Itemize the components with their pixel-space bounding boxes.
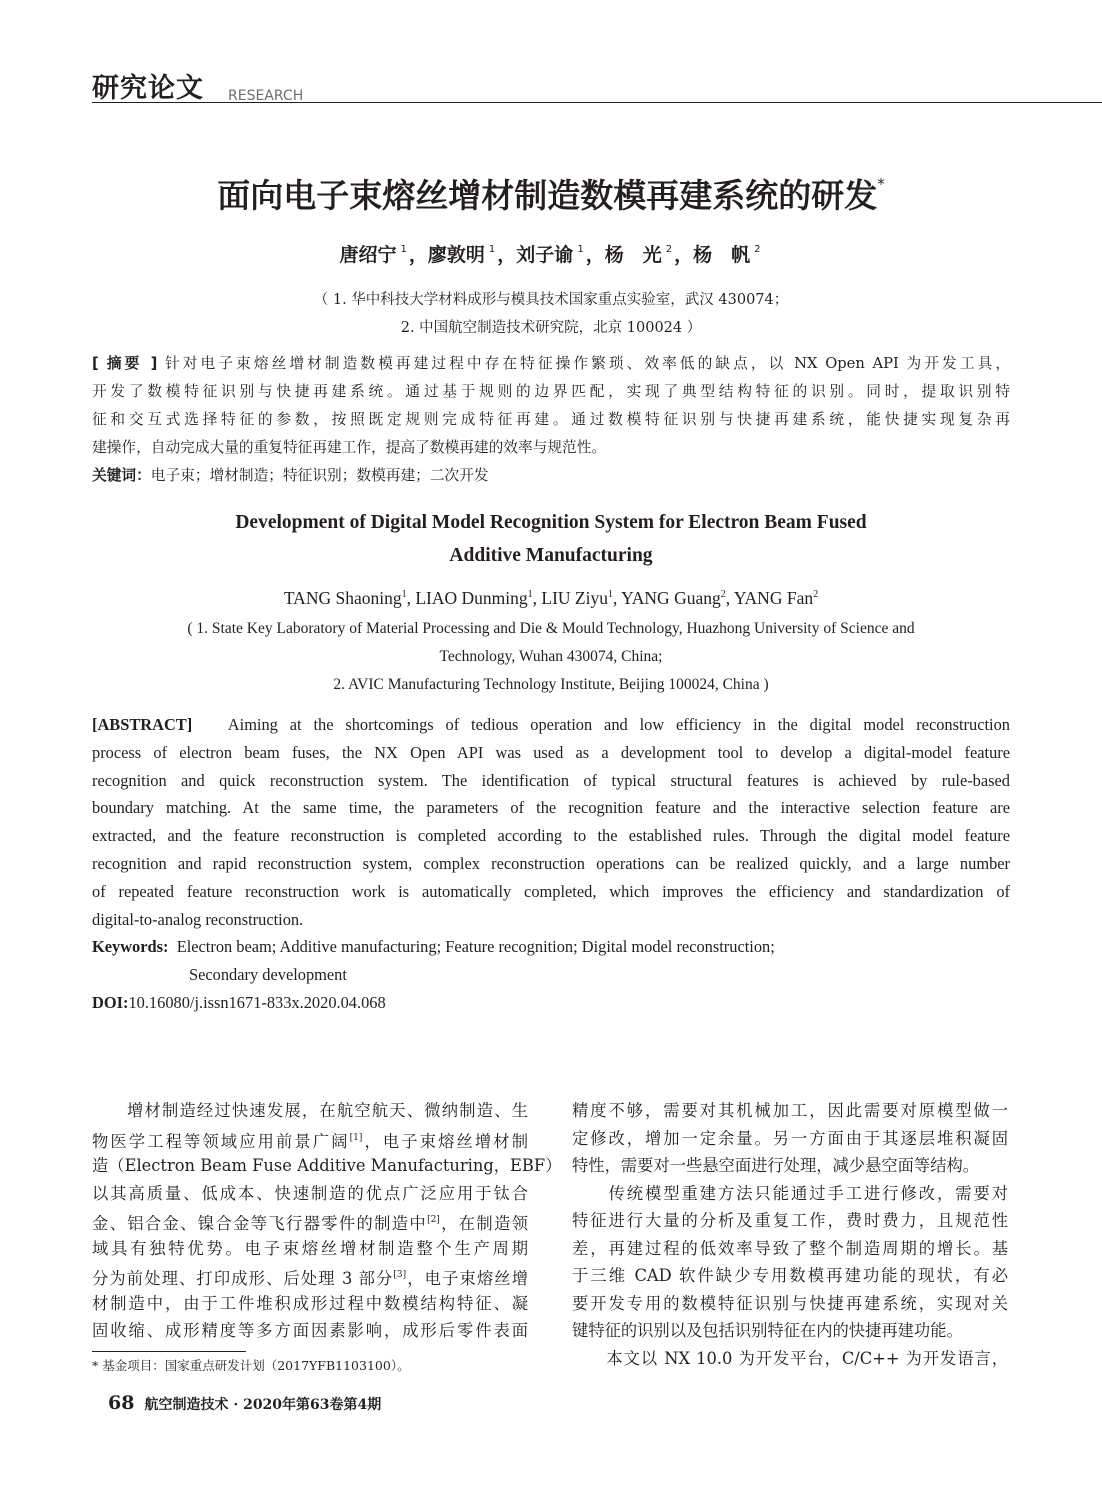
authors-cn: 唐绍宁 $^1$ ，廖敦明 $^1$ ，刘子谕 $^1$ ，杨 光 $^2$ ，杨 帆 $^2$ <box>339 244 761 266</box>
author-cn-affiliation-mark: 1 <box>577 244 584 255</box>
title-footnote-mark: * <box>877 175 885 193</box>
abstract-cn-line: [ 摘要 ] 针对电子束熔丝增材制造数模再建过程中存在特征操作繁琐、效率低的缺点，以 NX Open API 为开发工具， <box>92 355 1011 372</box>
citation-ref: [1] <box>349 1132 363 1143</box>
author-cn-affiliation-mark: 2 <box>754 244 761 255</box>
body-line: 特性，需要对一些悬空面进行处理，减少悬空面等结构。 <box>572 1156 980 1175</box>
header-rule <box>92 102 1102 103</box>
body-line: 造（Electron Beam Fuse Additive Manufacturing，EBF） <box>92 1156 562 1175</box>
abstract-cn-line: 征和交互式选择特征的参数，按照既定规则完成特征再建。通过数模特征识别与快捷再建系统，能快捷实现复杂再 <box>92 411 1010 428</box>
body-line: 固收缩、成形精度等多方面因素影响，成形后零件表面 <box>92 1321 528 1340</box>
author-en-affiliation-mark: 1 <box>527 589 533 600</box>
body-column-right <box>572 1097 1008 1372</box>
body-line: 以其高质量、低成本、快速制造的优点广泛应用于钛合 <box>92 1183 528 1203</box>
authors-en: TANG Shaoning$^1$, LIAO Dunming$^1$, LIU Ziyu$^1$, YANG Guang$^2$, YANG Fan$^2$ <box>283 588 819 608</box>
body-line: 本文以 NX 10.0 为开发平台，C/C++ 为开发语言， <box>572 1348 1008 1368</box>
abstract-en-line: [ABSTRACT] Aiming at the shortcomings of tedious operation and low efficiency in the digital model reconstruction <box>92 715 1010 734</box>
page-footer <box>108 1392 381 1414</box>
journal-info: 航空制造技术 · 2020年第63卷第4期 <box>144 1397 382 1413</box>
section-header <box>92 66 1102 106</box>
keywords-cn <box>92 462 1010 490</box>
author-en: YANG Guang <box>621 588 721 608</box>
abstract-cn-line: 建操作，自动完成大量的重复特征再建工作，提高了数模再建的效率与规范性。 <box>92 439 607 456</box>
author-en-affiliation-mark: 1 <box>607 589 613 600</box>
body-line: 定修改，增加一定余量。另一方面由于其逐层堆积凝固 <box>572 1128 1008 1148</box>
citation-ref: [3] <box>393 1270 407 1280</box>
body-line: 域具有独特优势。电子束熔丝增材制造整个生产周期 <box>92 1238 528 1258</box>
doi <box>92 989 1010 1017</box>
citation-ref: [2] <box>427 1215 440 1225</box>
affiliation-en-2: 2. AVIC Manufacturing Technology Institute, Beijing 100024, China ) <box>333 676 769 693</box>
section-label-cn: 研究论文 <box>92 73 204 104</box>
footnote-rule <box>92 1351 246 1352</box>
section-label-en: RESEARCH <box>228 88 304 104</box>
author-cn-affiliation-mark: 2 <box>665 244 673 255</box>
body-line: 增材制造经过快速发展，在航空航天、微纳制造、生 <box>92 1101 528 1120</box>
body-line: 传统模型重建方法只能通过手工进行修改，需要对 <box>572 1183 1008 1203</box>
author-en: LIU Ziyu <box>541 588 608 608</box>
title-cn-text: 面向电子束熔丝增材制造数模再建系统的研发 <box>217 176 878 215</box>
doi-value: 10.16080/j.issn1671-833x.2020.04.068 <box>128 992 386 1012</box>
body-line: 差，再建过程的低效率导致了整个制造周期的增长。基 <box>572 1238 1008 1258</box>
paper-title-en <box>0 506 1102 572</box>
author-cn-affiliation-mark: 1 <box>400 244 407 255</box>
title-en-line: Additive Manufacturing <box>449 545 653 566</box>
paper-title-cn <box>0 170 1102 217</box>
author-cn: 唐绍宁 <box>339 244 397 266</box>
author-cn: 杨 帆 <box>693 244 751 266</box>
body-line: 分为前处理、打印成形、后处理 3 部分[3]，电子束熔丝增 <box>92 1269 528 1288</box>
keywords-cn-text: 电子束；增材制造；特征识别；数模再建；二次开发 <box>150 467 489 484</box>
author-cn: 刘子谕 <box>516 244 574 266</box>
body-line: 金、铝合金、镍合金等飞行器零件的制造中[2]，在制造领 <box>92 1214 528 1233</box>
body-line: 物医学工程等领域应用前景广阔[1]，电子束熔丝增材制 <box>92 1131 528 1151</box>
affiliation-en-1-cont: Technology, Wuhan 430074, China; <box>439 648 663 665</box>
abstract-cn-line: 开发了数模特征识别与快捷再建系统。通过基于规则的边界匹配，实现了典型结构特征的识别。同时，提取识别特 <box>92 383 1010 400</box>
affiliation-en-1: ( 1. State Key Laboratory of Material Processing and Die & Mould Technology, Huazhong University of Science and <box>187 620 915 637</box>
author-en-affiliation-mark: 1 <box>401 589 407 600</box>
abstract-en-line: recognition and rapid reconstruction system, complex reconstruction operations can be realized quickly, and a large number <box>92 853 1010 873</box>
author-en: YANG Fan <box>733 588 814 608</box>
author-cn-affiliation-mark: 1 <box>488 244 496 255</box>
body-line: 特征进行大量的分析及重复工作，费时费力，且规范性 <box>572 1211 1008 1230</box>
body-line: 材制造中，由于工件堆积成形过程中数模结构特征、凝 <box>92 1293 528 1313</box>
abstract-en-label: [ABSTRACT] <box>92 715 193 734</box>
abstract-en <box>92 711 1010 1017</box>
abstract-en-line: boundary matching. At the same time, the parameters of the recognition feature and the interactive selection feature are <box>92 798 1010 818</box>
abstract-en-line: digital-to-analog reconstruction. <box>92 909 304 929</box>
page-number: 68 <box>108 1392 135 1414</box>
keywords-en-label: Keywords: <box>92 937 169 957</box>
keywords-en: Keywords: Electron beam; Additive manufacturing; Feature recognition; Digital model reconstruction; <box>92 937 775 957</box>
author-cn: 廖敦明 <box>427 244 485 266</box>
author-en-affiliation-mark: 2 <box>813 589 819 600</box>
author-en: LIAO Dunming <box>415 588 528 608</box>
funding-footnote: * 基金项目：国家重点研发计划（2017YFB1103100）。 <box>92 1358 410 1373</box>
abstract-en-line: of repeated feature reconstruction work is automatically completed, which improves the efficiency and standardization of <box>92 881 1010 901</box>
author-cn: 杨 光 <box>604 244 662 266</box>
affiliation-cn-2: 2. 中国航空制造技术研究院，北京 100024 ） <box>400 320 702 336</box>
body-line: 于三维 CAD 软件缺少专用数模再建功能的现状，有必 <box>572 1266 1008 1285</box>
body-line: 精度不够，需要对其机械加工，因此需要对原模型做一 <box>572 1101 1008 1120</box>
abstract-cn-label: [ 摘要 ] <box>92 355 158 372</box>
keywords-cn-label: 关键词： <box>92 467 151 484</box>
doi-label: DOI: <box>92 992 129 1012</box>
abstract-en-line: extracted, and the feature reconstruction is completed according to the established rules. Through the digital model feature <box>92 826 1010 846</box>
keywords-en-cont: Secondary development <box>189 965 347 985</box>
body-column-left <box>92 1097 562 1345</box>
author-en: TANG Shaoning <box>283 588 402 608</box>
abstract-en-line: recognition and quick reconstruction system. The identification of typical structural features is achieved by rule-based <box>92 770 1010 790</box>
abstract-cn <box>92 350 1010 490</box>
affiliation-cn-1: （ 1. 华中科技大学材料成形与模具技术国家重点实验室，武汉 430074； <box>313 292 789 308</box>
author-en-affiliation-mark: 2 <box>720 589 726 600</box>
body-line: 键特征的识别以及包括识别特征在内的快捷再建功能。 <box>572 1321 963 1340</box>
body-line: 要开发专用的数模特征识别与快捷再建系统，实现对关 <box>572 1293 1008 1313</box>
abstract-en-line: process of electron beam fuses, the NX Open API was used as a development tool to develop a digital-model feature <box>92 742 1010 762</box>
title-en-line: Development of Digital Model Recognition System for Electron Beam Fused <box>235 512 867 533</box>
